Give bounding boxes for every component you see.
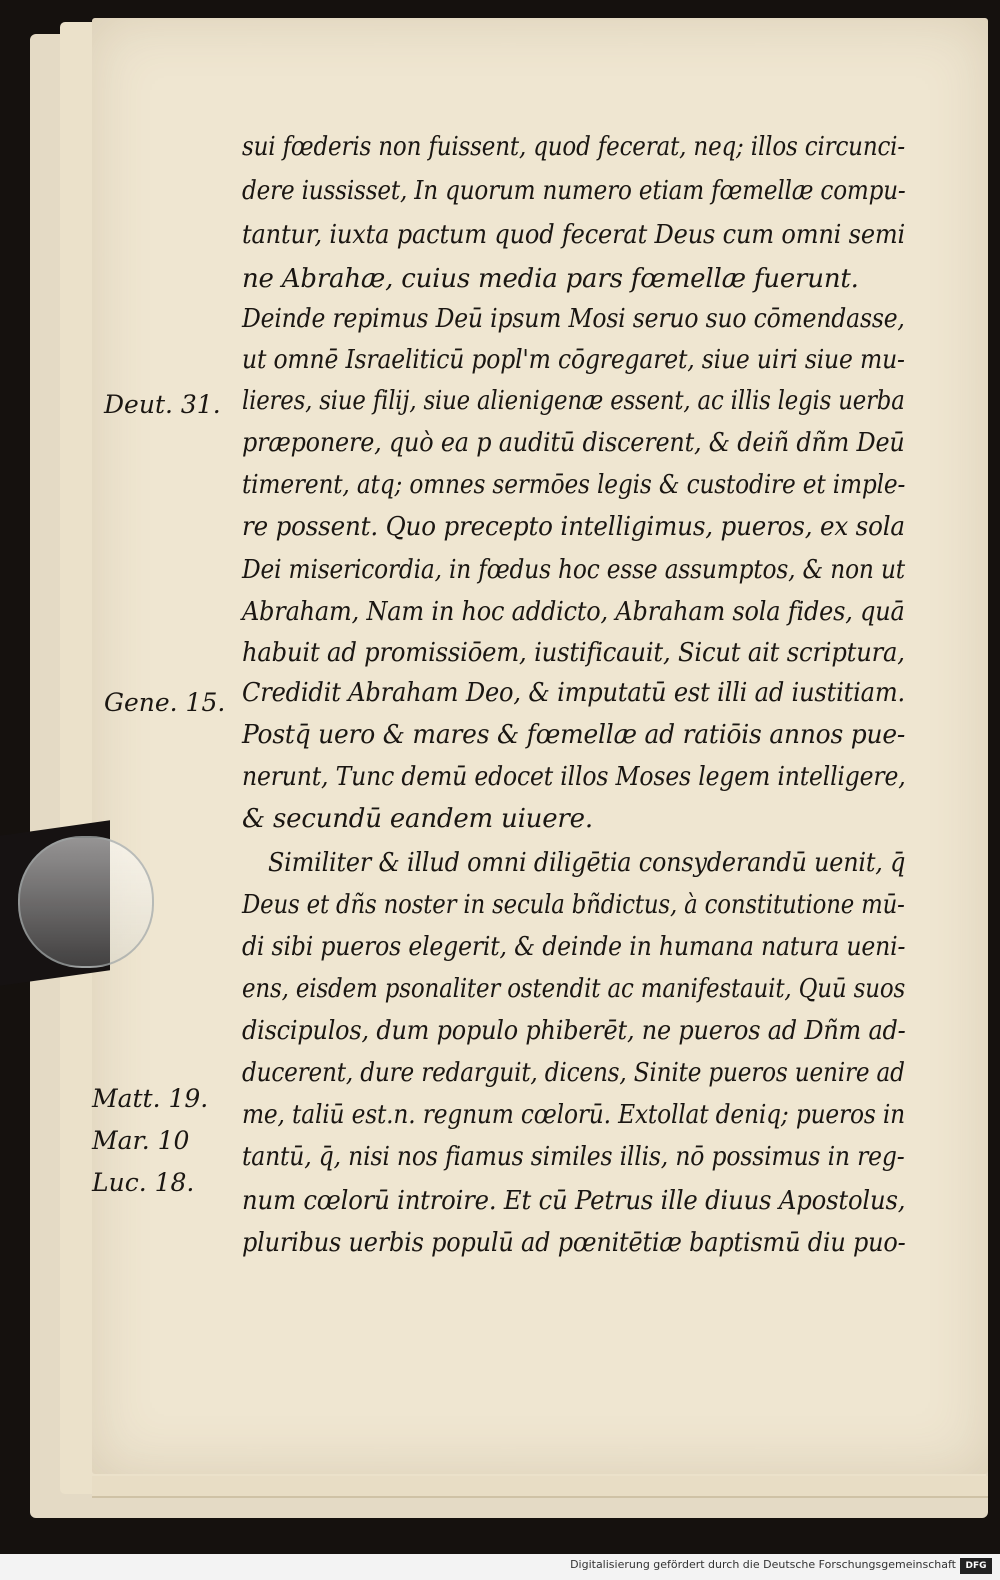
text-line: tantur, iuxta pactum quod fecerat Deus cum omni semi (242, 220, 906, 250)
text-line: præponere, quò ea p auditū discerent, & deiñ dñm Deū (242, 428, 905, 458)
text-line: Dei misericordia, in fœdus hoc esse assumptos, & non ut (242, 555, 905, 585)
text-line: num cœlorū introire. Et cū Petrus ille diuus Apostolus, (242, 1186, 906, 1216)
text-line: dere iussisset, In quorum numero etiam fœmellæ compu- (242, 176, 906, 206)
text-line: ne Abrahæ, cuius media pars fœmellæ fuerunt. (242, 264, 859, 294)
text-line: tantū, q̄, nisi nos fiamus similes illis, nō possimus in reg- (242, 1142, 905, 1172)
footer-credit: Digitalisierung gefördert durch die Deutsche Forschungsgemeinschaft (570, 1558, 956, 1571)
page-clip-icon (18, 836, 154, 968)
text-line: di sibi pueros elegerit, & deinde in humana natura ueni- (242, 932, 906, 962)
text-line: nerunt, Tunc demū edocet illos Moses legem intelligere, (242, 762, 906, 792)
text-line: discipulos, dum populo phiberēt, ne pueros ad Dñm ad- (242, 1016, 906, 1046)
text-line: sui fœderis non fuissent, quod fecerat, neq; illos circunci- (242, 132, 905, 162)
text-line: re possent. Quo precepto intelligimus, pueros, ex sola (242, 512, 905, 542)
text-line: & secundū eandem uiuere. (242, 804, 593, 834)
text-line: Similiter & illud omni diligētia consyderandū uenit, q̄ (268, 848, 906, 878)
text-line: Deus et dñs noster in secula bñdictus, à constitutione mū- (242, 890, 905, 920)
margin-note-deut: Deut. 31. (104, 390, 221, 419)
footer-bar (0, 1554, 1000, 1580)
margin-note-matt: Matt. 19. (92, 1084, 209, 1113)
text-line: pluribus uerbis populū ad pœnitētiæ baptismū diu puo- (242, 1228, 906, 1258)
text-line: Postq̄ uero & mares & fœmellæ ad ratiōis annos pue- (242, 720, 906, 750)
text-line: Deinde repimus Deū ipsum Mosi seruo suo cōmendasse, (242, 304, 905, 334)
text-line: me, taliū est.n. regnum cœlorū. Extollat deniq; pueros in (242, 1100, 906, 1130)
text-line: habuit ad promissiōem, iustificauit, Sicut ait scriptura, (242, 638, 905, 668)
text-line: ducerent, dure redarguit, dicens, Sinite pueros uenire ad (242, 1058, 905, 1088)
page-bottom-edge (92, 1476, 988, 1498)
text-line: ens, eisdem psonaliter ostendit ac manifestauit, Quū suos (242, 974, 906, 1004)
text-line: Credidit Abraham Deo, & imputatū est illi ad iustitiam. (242, 678, 905, 708)
text-line: Abraham, Nam in hoc addicto, Abraham sola fides, quā (242, 597, 905, 627)
margin-note-mar: Mar. 10 (92, 1126, 190, 1155)
dfg-logo: DFG (960, 1558, 992, 1574)
margin-note-luc: Luc. 18. (92, 1168, 195, 1197)
text-line: timerent, atq; omnes sermōes legis & custodire et imple- (242, 470, 906, 500)
text-line: ut omnē Israeliticū popl'm cōgregaret, siue uiri siue mu- (242, 345, 905, 375)
margin-note-gene: Gene. 15. (104, 688, 226, 717)
text-line: lieres, siue filij, siue alienigenæ essent, ac illis legis uerba (242, 386, 905, 416)
